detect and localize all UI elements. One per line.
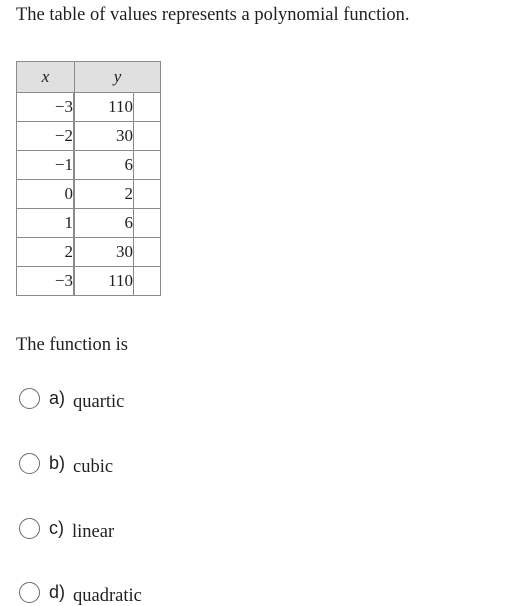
values-table bbox=[16, 61, 161, 296]
radio-button-a[interactable] bbox=[19, 388, 40, 409]
option-label: linear bbox=[72, 522, 115, 542]
option-letter: d) bbox=[49, 582, 66, 602]
table-row bbox=[17, 151, 161, 180]
table-cell-x bbox=[17, 238, 75, 267]
table-header-row bbox=[17, 62, 161, 93]
question-text: The table of values represents a polynomial function. bbox=[16, 5, 410, 25]
cell-value: −1 bbox=[55, 151, 74, 179]
cell-value: 110 bbox=[108, 267, 134, 295]
table-cell-x bbox=[17, 93, 75, 122]
cell-value: 0 bbox=[65, 180, 75, 208]
table-cell-y bbox=[75, 122, 161, 151]
table-cell-x bbox=[17, 180, 75, 209]
table-row bbox=[17, 238, 161, 267]
table-cell-y bbox=[75, 267, 161, 296]
cell-value: 6 bbox=[125, 209, 135, 237]
table-cell-y bbox=[75, 151, 161, 180]
table-row bbox=[17, 180, 161, 209]
option-b[interactable] bbox=[19, 453, 114, 477]
table-cell-y bbox=[75, 209, 161, 238]
table-cell-x bbox=[17, 122, 75, 151]
table-row bbox=[17, 209, 161, 238]
option-letter: b) bbox=[49, 453, 66, 473]
cell-value: 2 bbox=[65, 238, 75, 266]
column-header-x: x bbox=[17, 62, 75, 93]
cell-value: 1 bbox=[65, 209, 75, 237]
option-a[interactable] bbox=[19, 388, 125, 412]
cell-value: −2 bbox=[55, 122, 74, 150]
table-cell-y bbox=[75, 180, 161, 209]
radio-button-c[interactable] bbox=[19, 518, 40, 539]
table-cell-x bbox=[17, 209, 75, 238]
cell-value: 2 bbox=[125, 180, 135, 208]
column-header-y: y bbox=[75, 62, 161, 93]
prompt-text: The function is bbox=[16, 335, 129, 355]
cell-value: 30 bbox=[116, 238, 134, 266]
table-row bbox=[17, 93, 161, 122]
cell-value: 110 bbox=[108, 93, 134, 121]
table-cell-y bbox=[75, 238, 161, 267]
table-row bbox=[17, 267, 161, 296]
table-cell-y bbox=[75, 93, 161, 122]
table-cell-x bbox=[17, 151, 75, 180]
cell-value: 30 bbox=[116, 122, 134, 150]
cell-value: 6 bbox=[125, 151, 135, 179]
option-label: quadratic bbox=[73, 586, 142, 606]
cell-value: −3 bbox=[55, 93, 74, 121]
option-d[interactable] bbox=[19, 582, 142, 606]
table-cell-x bbox=[17, 267, 75, 296]
table-row bbox=[17, 122, 161, 151]
radio-button-b[interactable] bbox=[19, 453, 40, 474]
cell-value: −3 bbox=[55, 267, 74, 295]
option-label: quartic bbox=[73, 392, 125, 412]
option-letter: c) bbox=[49, 518, 64, 538]
option-c[interactable] bbox=[19, 518, 115, 542]
option-label: cubic bbox=[73, 457, 114, 477]
option-letter: a) bbox=[49, 388, 66, 408]
radio-button-d[interactable] bbox=[19, 582, 40, 603]
